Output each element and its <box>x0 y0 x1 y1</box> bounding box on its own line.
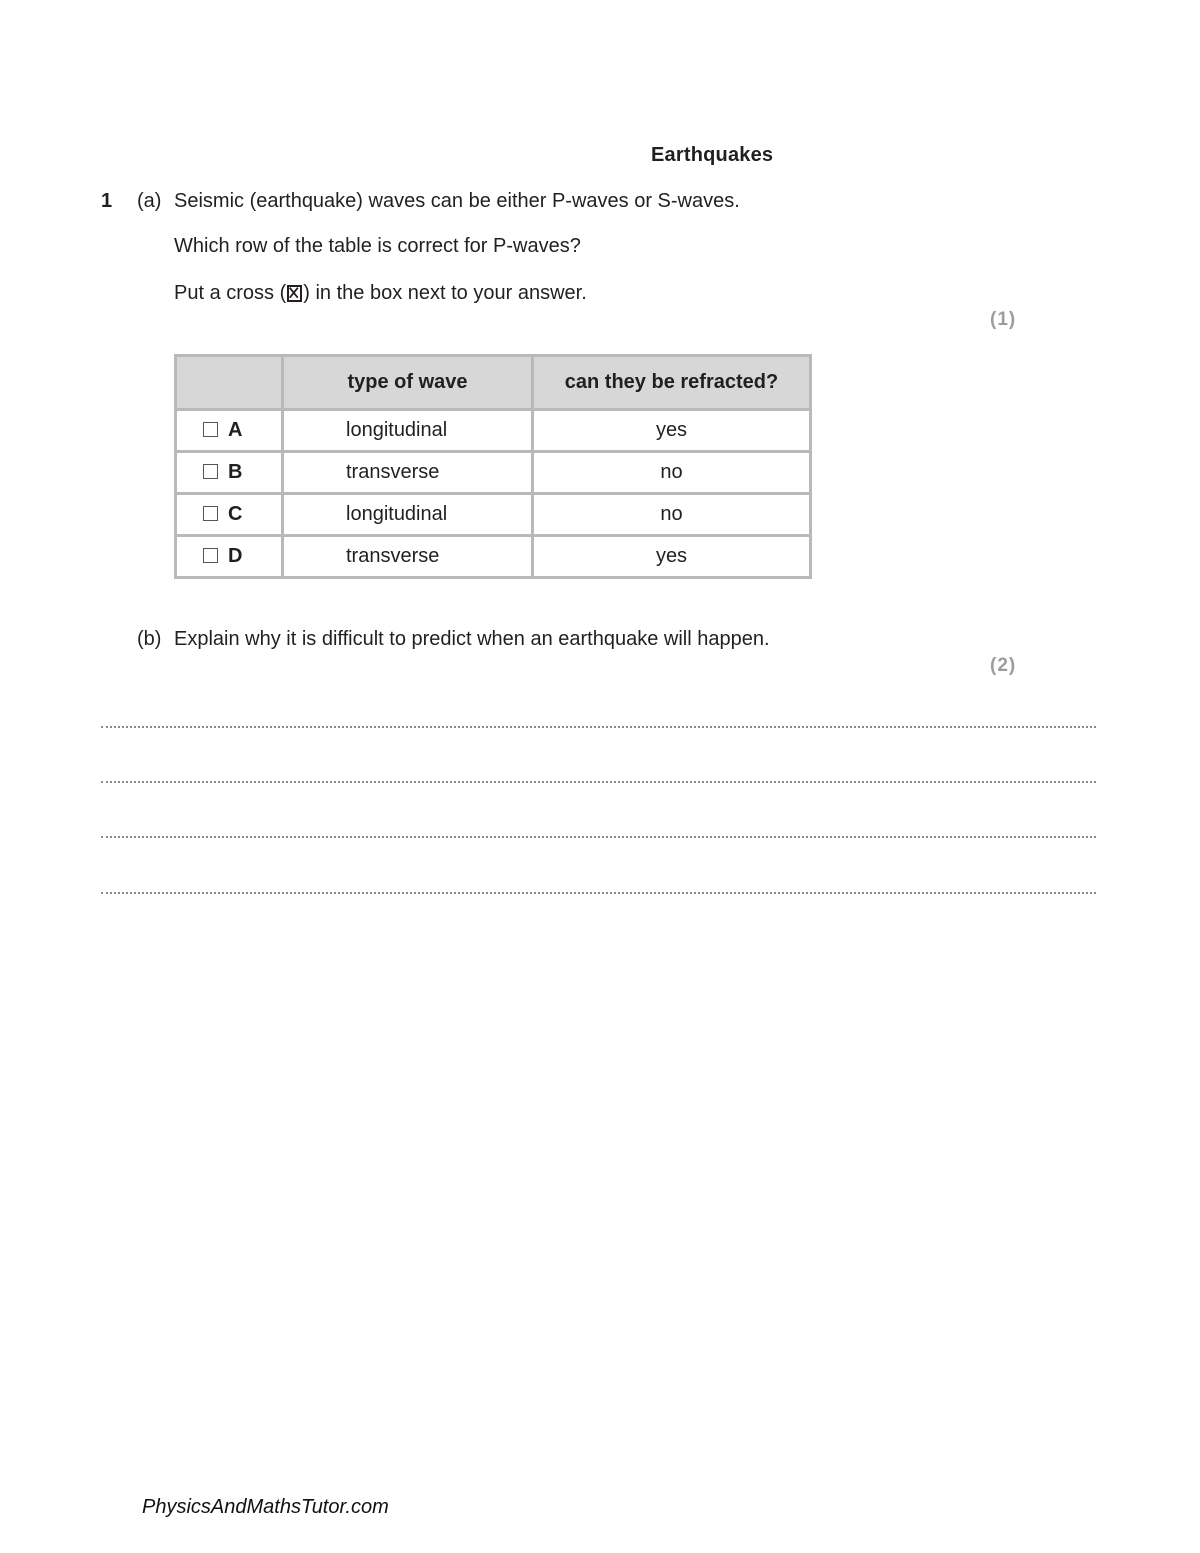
type-cell: transverse <box>283 452 533 494</box>
part-a-instruction <box>174 282 587 305</box>
table-row <box>176 410 811 452</box>
answer-line-3[interactable] <box>101 836 1096 838</box>
answer-table <box>174 354 812 579</box>
page-title: Earthquakes <box>651 144 774 166</box>
option-letter: B <box>228 461 243 483</box>
refracted-cell: yes <box>533 536 811 578</box>
option-cell-a[interactable] <box>176 410 283 452</box>
refracted-cell: no <box>533 452 811 494</box>
option-cell-d[interactable] <box>176 536 283 578</box>
type-cell: longitudinal <box>283 494 533 536</box>
answer-checkbox-b[interactable] <box>203 464 218 479</box>
type-cell: longitudinal <box>283 410 533 452</box>
table-row <box>176 452 811 494</box>
part-a-question: Which row of the table is correct for P-waves? <box>174 235 581 257</box>
part-a-marks: (1) <box>990 309 1017 330</box>
part-b-marks: (2) <box>990 655 1017 676</box>
part-b-label: (b) <box>137 628 162 650</box>
question-number: 1 <box>101 190 113 212</box>
refracted-cell: no <box>533 494 811 536</box>
table-header-refracted: can they be refracted? <box>533 356 811 410</box>
table-header-option <box>176 356 283 410</box>
answer-line-1[interactable] <box>101 726 1096 728</box>
instruction-before: Put a cross ( <box>174 282 287 304</box>
crossed-box-icon <box>287 285 302 302</box>
type-cell: transverse <box>283 536 533 578</box>
option-cell-b[interactable] <box>176 452 283 494</box>
answer-checkbox-a[interactable] <box>203 422 218 437</box>
table-row <box>176 536 811 578</box>
refracted-cell: yes <box>533 410 811 452</box>
option-letter: C <box>228 503 243 525</box>
option-letter: D <box>228 545 243 567</box>
part-a-label: (a) <box>137 190 162 212</box>
footer-watermark: PhysicsAndMathsTutor.com <box>142 1496 389 1518</box>
option-letter: A <box>228 419 243 441</box>
answer-checkbox-d[interactable] <box>203 548 218 563</box>
answer-line-2[interactable] <box>101 781 1096 783</box>
option-cell-c[interactable] <box>176 494 283 536</box>
answer-line-4[interactable] <box>101 892 1096 894</box>
table-header-type: type of wave <box>283 356 533 410</box>
table-row <box>176 494 811 536</box>
table-header-row <box>176 356 811 410</box>
part-a-text: Seismic (earthquake) waves can be either P-waves or S-waves. <box>174 190 740 212</box>
answer-checkbox-c[interactable] <box>203 506 218 521</box>
part-b-text: Explain why it is difficult to predict when an earthquake will happen. <box>174 628 770 650</box>
instruction-after: ) in the box next to your answer. <box>303 282 587 304</box>
